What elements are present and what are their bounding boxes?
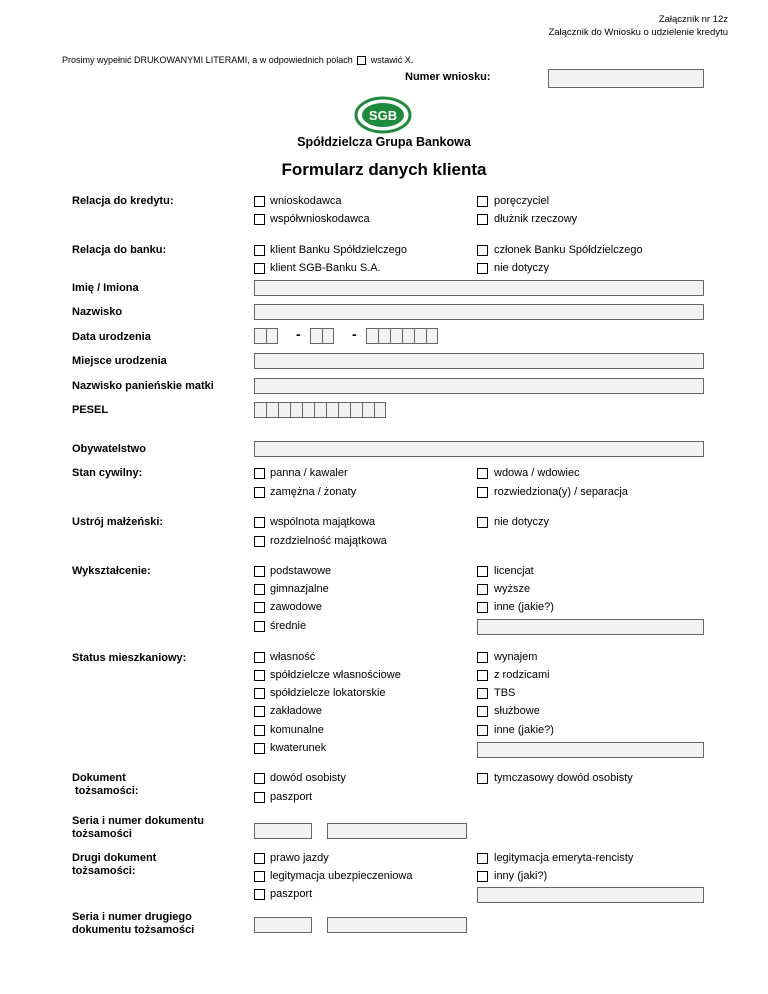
checkbox-komunalne[interactable] — [254, 725, 265, 736]
birth-year-cells[interactable] — [366, 328, 438, 344]
birth-place-label: Miejsce urodzenia — [72, 355, 167, 367]
checkbox-rozwiedziona[interactable] — [477, 487, 488, 498]
checkbox-klient-sgb[interactable] — [254, 263, 265, 274]
second-id-number-field[interactable] — [327, 917, 467, 933]
checkbox-legitymacja-emeryta[interactable] — [477, 853, 488, 864]
checkbox-panna-kawaler[interactable] — [254, 468, 265, 479]
checkbox-zamezna-zonaty[interactable] — [254, 487, 265, 498]
checkbox-nie-dotyczy-bank[interactable] — [477, 263, 488, 274]
logo-text: SGB — [368, 108, 398, 123]
checkbox-paszport-drugi[interactable] — [254, 889, 265, 900]
housing-label: Status mieszkaniowy: — [72, 652, 187, 664]
option-label: wnioskodawca — [270, 195, 342, 207]
checkbox-z-rodzicami[interactable] — [477, 670, 488, 681]
housing-other-field[interactable] — [477, 742, 704, 758]
checkbox-rozdzielnosc[interactable] — [254, 536, 265, 547]
surname-field[interactable] — [254, 304, 704, 320]
checkbox-gimnazjalne[interactable] — [254, 584, 265, 595]
option-label: z rodzicami — [494, 669, 550, 681]
checkbox-kwaterunek[interactable] — [254, 743, 265, 754]
birth-month-cells[interactable] — [310, 328, 334, 344]
checkbox-srednie[interactable] — [254, 621, 265, 632]
bank-relation-label: Relacja do banku: — [72, 244, 167, 256]
marital-status-label: Stan cywilny: — [72, 467, 143, 479]
first-name-field[interactable] — [254, 280, 704, 296]
attachment-description: Załącznik do Wniosku o udzielenie kredytu — [548, 27, 728, 38]
option-label: prawo jazdy — [270, 852, 329, 864]
pesel-label: PESEL — [72, 404, 109, 416]
second-id-series-field[interactable] — [254, 917, 312, 933]
checkbox-podstawowe[interactable] — [254, 566, 265, 577]
checkbox-zawodowe[interactable] — [254, 602, 265, 613]
id-number-label: Seria i numer dokumentu tożsamości — [72, 815, 205, 840]
option-label: tymczasowy dowód osobisty — [494, 772, 633, 784]
checkbox-tymczasowy-dowod[interactable] — [477, 773, 488, 784]
loan-relation-label: Relacja do kredytu: — [72, 195, 174, 207]
checkbox-wlasnosc[interactable] — [254, 652, 265, 663]
date-separator: - — [296, 326, 301, 342]
checkbox-tbs[interactable] — [477, 688, 488, 699]
second-document-label: Drugi dokument tożsamości: — [72, 852, 157, 877]
option-label: klient SGB-Banku S.A. — [270, 262, 381, 274]
option-label: wspólnota majątkowa — [270, 516, 376, 528]
option-label: komunalne — [270, 724, 324, 736]
second-doc-other-field[interactable] — [477, 887, 704, 903]
checkbox-klient-bs[interactable] — [254, 245, 265, 256]
option-label: inne (jakie?) — [494, 601, 554, 613]
checkbox-inny-dokument[interactable] — [477, 871, 488, 882]
option-label: TBS — [494, 687, 516, 699]
option-label: nie dotyczy — [494, 262, 550, 274]
surname-label: Nazwisko — [72, 306, 123, 318]
checkbox-spoldzielcze-wlasnosciowe[interactable] — [254, 670, 265, 681]
first-name-label: Imię / Imiona — [72, 282, 139, 294]
option-label: klient Banku Spółdzielczego — [270, 244, 407, 256]
instruction-text: Prosimy wypełnić DRUKOWANYMI LITERAMI, a w odpowiednich polach wstawić X. — [62, 55, 414, 65]
checkbox-wdowa-wdowiec[interactable] — [477, 468, 488, 479]
option-label: zamężna / żonaty — [270, 486, 357, 498]
option-label: inne (jakie?) — [494, 724, 554, 736]
option-label: wyższe — [494, 583, 531, 595]
checkbox-wspolwnioskodawca[interactable] — [254, 214, 265, 225]
second-id-number-label: Seria i numer drugiego dokumentu tożsamości — [72, 911, 195, 936]
option-label: rozdzielność majątkowa — [270, 535, 387, 547]
checkbox-wspolnota[interactable] — [254, 517, 265, 528]
checkbox-poreczyciel[interactable] — [477, 196, 488, 207]
birth-day-cells[interactable] — [254, 328, 278, 344]
option-label: dłużnik rzeczowy — [494, 213, 578, 225]
checkbox-inne-mieszkanie[interactable] — [477, 725, 488, 736]
checkbox-paszport[interactable] — [254, 792, 265, 803]
option-label: gimnazjalne — [270, 583, 329, 595]
option-label: własność — [270, 651, 316, 663]
option-label: zawodowe — [270, 601, 322, 613]
checkbox-licencjat[interactable] — [477, 566, 488, 577]
org-name: Spółdzielcza Grupa Bankowa — [297, 135, 471, 149]
citizenship-field[interactable] — [254, 441, 704, 457]
option-label: licencjat — [494, 565, 534, 577]
id-series-field[interactable] — [254, 823, 312, 839]
option-label: kwaterunek — [270, 742, 327, 754]
checkbox-wnioskodawca[interactable] — [254, 196, 265, 207]
option-label: paszport — [270, 888, 313, 900]
option-label: służbowe — [494, 705, 540, 717]
option-label: dowód osobisty — [270, 772, 346, 784]
mother-maiden-field[interactable] — [254, 378, 704, 394]
option-label: spółdzielcze lokatorskie — [270, 687, 386, 699]
checkbox-legitymacja-ubezpieczeniowa[interactable] — [254, 871, 265, 882]
option-label: legitymacja emeryta-rencisty — [494, 852, 634, 864]
checkbox-wynajem[interactable] — [477, 652, 488, 663]
request-number-field[interactable] — [548, 69, 704, 88]
option-label: współwnioskodawca — [270, 213, 370, 225]
id-document-label: Dokument tożsamości: — [72, 772, 139, 797]
checkbox-dluznik-rzeczowy[interactable] — [477, 214, 488, 225]
option-label: poręczyciel — [494, 195, 550, 207]
option-label: podstawowe — [270, 565, 332, 577]
option-label: spółdzielcze własnościowe — [270, 669, 401, 681]
property-regime-label: Ustrój małżeński: — [72, 516, 164, 528]
education-other-field[interactable] — [477, 619, 704, 635]
option-label: nie dotyczy — [494, 516, 550, 528]
checkbox-nie-dotyczy-ustroj[interactable] — [477, 517, 488, 528]
id-number-field[interactable] — [327, 823, 467, 839]
option-label: rozwiedziona(y) / separacja — [494, 486, 628, 498]
education-label: Wykształcenie: — [72, 565, 151, 577]
checkbox-czlonek-bs[interactable] — [477, 245, 488, 256]
instruction-checkbox-sample — [357, 56, 366, 65]
option-label: członek Banku Spółdzielczego — [494, 244, 643, 256]
option-label: legitymacja ubezpieczeniowa — [270, 870, 413, 882]
checkbox-prawo-jazdy[interactable] — [254, 853, 265, 864]
request-number-label: Numer wniosku: — [405, 71, 491, 83]
birth-date-label: Data urodzenia — [72, 331, 151, 343]
mother-maiden-label: Nazwisko panieńskie matki — [72, 380, 214, 392]
checkbox-wyzsze[interactable] — [477, 584, 488, 595]
option-label: wynajem — [494, 651, 538, 663]
option-label: wdowa / wdowiec — [494, 467, 580, 479]
attachment-number: Załącznik nr 12z — [658, 14, 728, 25]
sgb-logo — [352, 95, 414, 135]
checkbox-dowod-osobisty[interactable] — [254, 773, 265, 784]
option-label: paszport — [270, 791, 313, 803]
citizenship-label: Obywatelstwo — [72, 443, 146, 455]
checkbox-zakladowe[interactable] — [254, 706, 265, 717]
birth-place-field[interactable] — [254, 353, 704, 369]
checkbox-spoldzielcze-lokatorskie[interactable] — [254, 688, 265, 699]
option-label: średnie — [270, 620, 307, 632]
form-title: Formularz danych klienta — [281, 160, 487, 179]
attachment-header — [548, 13, 728, 39]
pesel-cells[interactable] — [254, 402, 386, 418]
option-label: inny (jaki?) — [494, 870, 548, 882]
option-label: zakładowe — [270, 705, 322, 717]
option-label: panna / kawaler — [270, 467, 348, 479]
checkbox-sluzbowe[interactable] — [477, 706, 488, 717]
checkbox-inne-wyksztalcenie[interactable] — [477, 602, 488, 613]
date-separator: - — [352, 326, 357, 342]
